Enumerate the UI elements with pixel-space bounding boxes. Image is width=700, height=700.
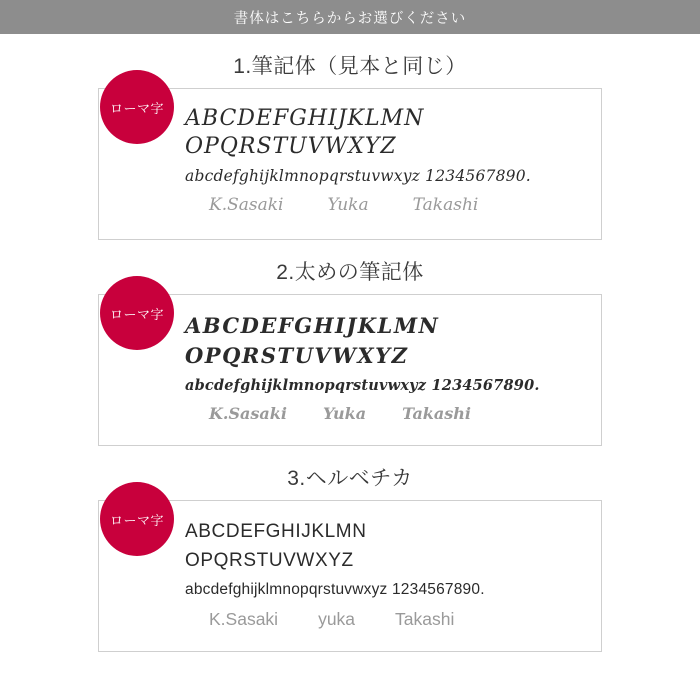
sample-name: K.Sasaki [209,609,279,629]
page-header [0,0,700,34]
romaji-badge-1 [100,70,174,144]
font-option-3[interactable] [0,462,700,652]
font-option-1[interactable] [0,50,700,240]
font-option-2-names [99,404,601,423]
romaji-badge-3-label: ローマ字 [109,512,164,528]
sample-name: Takashi [412,195,479,215]
font-option-3-title: 3.ヘルベチカ [287,467,413,490]
sample-name: yuka [318,609,356,629]
font-option-2[interactable] [0,256,700,446]
romaji-badge-1-label: ローマ字 [109,100,164,116]
font-option-3-names [99,609,601,630]
sample-name: K.Sasaki [209,195,284,215]
font-option-3-lowercase-line: abcdefghijklmnopqrstuvwxyz 1234567890. [185,581,485,598]
font-option-2-lowercase-line: abcdefghijklmnopqrstuvwxyz 1234567890. [185,377,540,394]
font-option-1-lines [99,105,601,185]
font-option-1-uppercase-line1: ABCDEFGHIJKLMN [185,106,425,131]
sample-name: Yuka [327,195,369,215]
font-option-2-uppercase-line1: ABCDEFGHIJKLMN [185,313,440,338]
page-title: 書体はこちらからお選びください [233,10,467,27]
sample-name: Takashi [395,609,455,629]
romaji-badge-2 [100,276,174,350]
romaji-badge-3 [100,482,174,556]
font-sample-list [0,50,700,652]
font-option-1-lowercase-line: abcdefghijklmnopqrstuvwxyz 1234567890. [185,167,531,185]
font-option-2-lines [99,311,601,394]
font-option-2-uppercase-line2: OPQRSTUVWXYZ [185,343,409,368]
font-option-3-uppercase-line1: ABCDEFGHIJKLMN [185,521,367,542]
sample-name: Takashi [402,404,471,423]
font-option-1-names [99,195,601,215]
font-option-1-uppercase-line2: OPQRSTUVWXYZ [185,134,397,159]
romaji-badge-2-label: ローマ字 [109,306,164,322]
font-option-3-lines [99,517,601,599]
sample-name: Yuka [322,404,367,423]
font-option-3-uppercase-line2: OPQRSTUVWXYZ [185,550,354,571]
font-option-1-title: 1.筆記体（見本と同じ） [233,55,467,78]
sample-name: K.Sasaki [209,404,287,423]
font-option-2-title: 2.太めの筆記体 [276,261,424,284]
